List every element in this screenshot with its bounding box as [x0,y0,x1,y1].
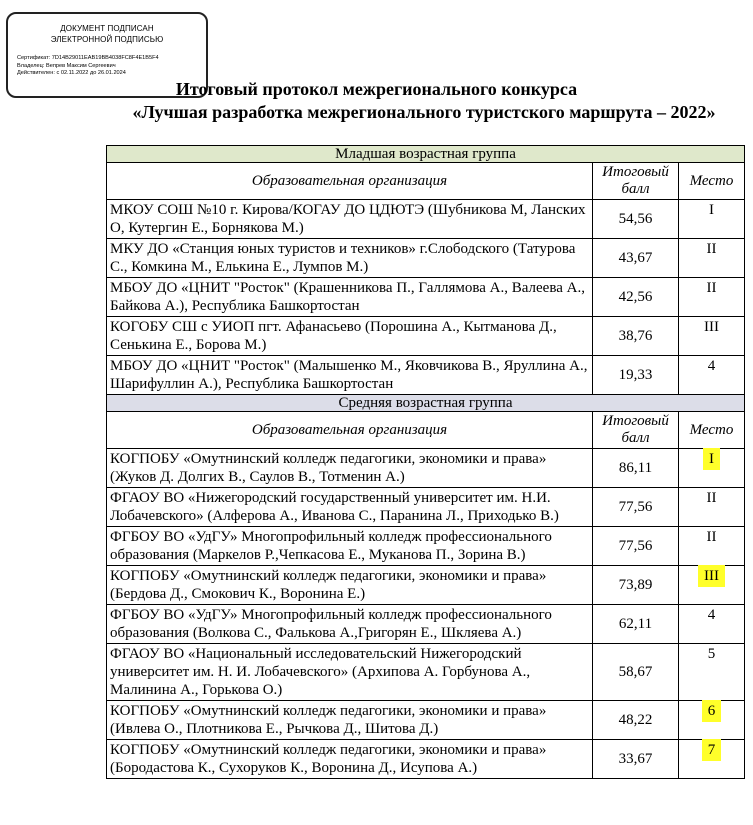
table-row [107,356,745,395]
group-name: Младшая возрастная группа [107,146,745,163]
place-value: II [706,241,717,257]
place-value: II [706,280,717,296]
score-cell: 38,76 [593,317,679,356]
stamp-owner: Владелец: Вепрев Максим Сергеевич [17,62,116,69]
column-header-row [107,163,745,200]
group-header-row [107,146,745,163]
place-cell [679,740,745,779]
place-value: II [706,529,717,545]
org-cell: КОГПОБУ «Омутнинский колледж педагогики, экономики и права» (Бердова Д., Смокович К., Воронина Е.) [107,566,593,605]
place-value: I [703,448,720,470]
score-cell: 58,67 [593,644,679,701]
table-row [107,701,745,740]
place-cell [679,278,745,317]
group-name: Средняя возрастная группа [107,395,745,412]
stamp-line-1: ДОКУМЕНТ ПОДПИСАН [60,24,154,33]
stamp-certificate: Сертификат: 7D14B29011EAB19BB4038FC8F4E1B5F4 [17,55,159,61]
org-cell: КОГОБУ СШ с УИОП пгт. Афанасьево (Порошина А., Кытманова Д., Сенькина Е., Борова М.) [107,317,593,356]
stamp-line-2: ЭЛЕКТРОННОЙ ПОДПИСЬЮ [50,35,164,44]
table-row [107,200,745,239]
column-header-score: Итоговый балл [593,163,679,200]
place-cell [679,701,745,740]
table-row [107,449,745,488]
place-cell [679,239,745,278]
place-cell [679,527,745,566]
place-value: II [706,490,717,506]
score-cell: 43,67 [593,239,679,278]
place-cell [679,644,745,701]
stamp-validity: Действителен: с 02.11.2022 до 26.01.2024 [17,70,126,77]
table-row [107,239,745,278]
score-cell: 62,11 [593,605,679,644]
place-value: 4 [707,358,716,374]
score-cell: 77,56 [593,527,679,566]
score-cell: 86,11 [593,449,679,488]
score-cell: 48,22 [593,701,679,740]
column-header-place: Место [679,412,745,449]
column-header-score: Итоговый балл [593,412,679,449]
score-cell: 77,56 [593,488,679,527]
column-header-org: Образовательная организация [107,412,593,449]
org-cell: МКУ ДО «Станция юных туристов и техников» г.Слободского (Татурова С., Комкина М., Елькина Е., Лумпов М.) [107,239,593,278]
table-row [107,317,745,356]
place-value: 7 [702,739,722,761]
document-title-line-2: «Лучшая разработка межрегионального туристского маршрута – 2022» [132,102,716,122]
place-cell [679,605,745,644]
place-cell [679,317,745,356]
group-header-row [107,395,745,412]
table-row [107,566,745,605]
org-cell: КОГПОБУ «Омутнинский колледж педагогики, экономики и права» (Бородастова К., Сухоруков К., Воронина Д., Исупова А.) [107,740,593,779]
table-row [107,527,745,566]
place-value: III [704,319,719,335]
org-cell: ФГБОУ ВО «УдГУ» Многопрофильный колледж профессионального образования (Волкова С., Фалькова А.,Григорян Е., Шкляева А.) [107,605,593,644]
place-cell [679,488,745,527]
score-cell: 73,89 [593,566,679,605]
table-row [107,644,745,701]
place-value: 4 [707,607,716,623]
column-header-row [107,412,745,449]
score-cell: 33,67 [593,740,679,779]
score-cell: 19,33 [593,356,679,395]
table-row [107,488,745,527]
table-row [107,278,745,317]
results-table [106,145,745,779]
org-cell: МБОУ ДО «ЦНИТ "Росток" (Крашенникова П., Галлямова А., Валеева А., Байкова А.), Республика Башкортостан [107,278,593,317]
place-cell [679,356,745,395]
document-title-line-1: Итоговый протокол межрегионального конкурса [175,79,578,99]
stamp-heading [8,23,206,45]
column-header-place: Место [679,163,745,200]
org-cell: КОГПОБУ «Омутнинский колледж педагогики, экономики и права» (Жуков Д. Долгих В., Саулов В., Тотменин А.) [107,449,593,488]
table-row [107,605,745,644]
place-cell [679,200,745,239]
place-value: 6 [702,700,722,722]
score-cell: 42,56 [593,278,679,317]
place-cell [679,449,745,488]
place-cell [679,566,745,605]
place-value: 5 [707,646,716,662]
org-cell: КОГПОБУ «Омутнинский колледж педагогики, экономики и права» (Ивлева О., Плотникова Е., Рычкова Д., Шитова Д.) [107,701,593,740]
org-cell: ФГБОУ ВО «УдГУ» Многопрофильный колледж профессионального образования (Маркелов Р.,Чепкасова Е., Муканова П., Зорина В.) [107,527,593,566]
org-cell: МБОУ ДО «ЦНИТ "Росток" (Малышенко М., Яковчикова В., Яруллина А., Шарифуллин А.), Республика Башкортостан [107,356,593,395]
score-cell: 54,56 [593,200,679,239]
org-cell: ФГАОУ ВО «Национальный исследовательский Нижегородский университет им. Н. И. Лобачевского» (Архипова А. Горбунова А., Малинина А., Горькова О.) [107,644,593,701]
table-row [107,740,745,779]
column-header-org: Образовательная организация [107,163,593,200]
org-cell: ФГАОУ ВО «Нижегородский государственный университет им. Н.И. Лобачевского» (Алферова А., Иванова С., Паранина Л., Приходько В.) [107,488,593,527]
stamp-details [17,55,206,78]
place-value: III [698,565,725,587]
org-cell: МКОУ СОШ №10 г. Кирова/КОГАУ ДО ЦДЮТЭ (Шубникова М, Ланских О, Кутергин Е., Борнякова М.) [107,200,593,239]
place-value: I [709,202,714,218]
